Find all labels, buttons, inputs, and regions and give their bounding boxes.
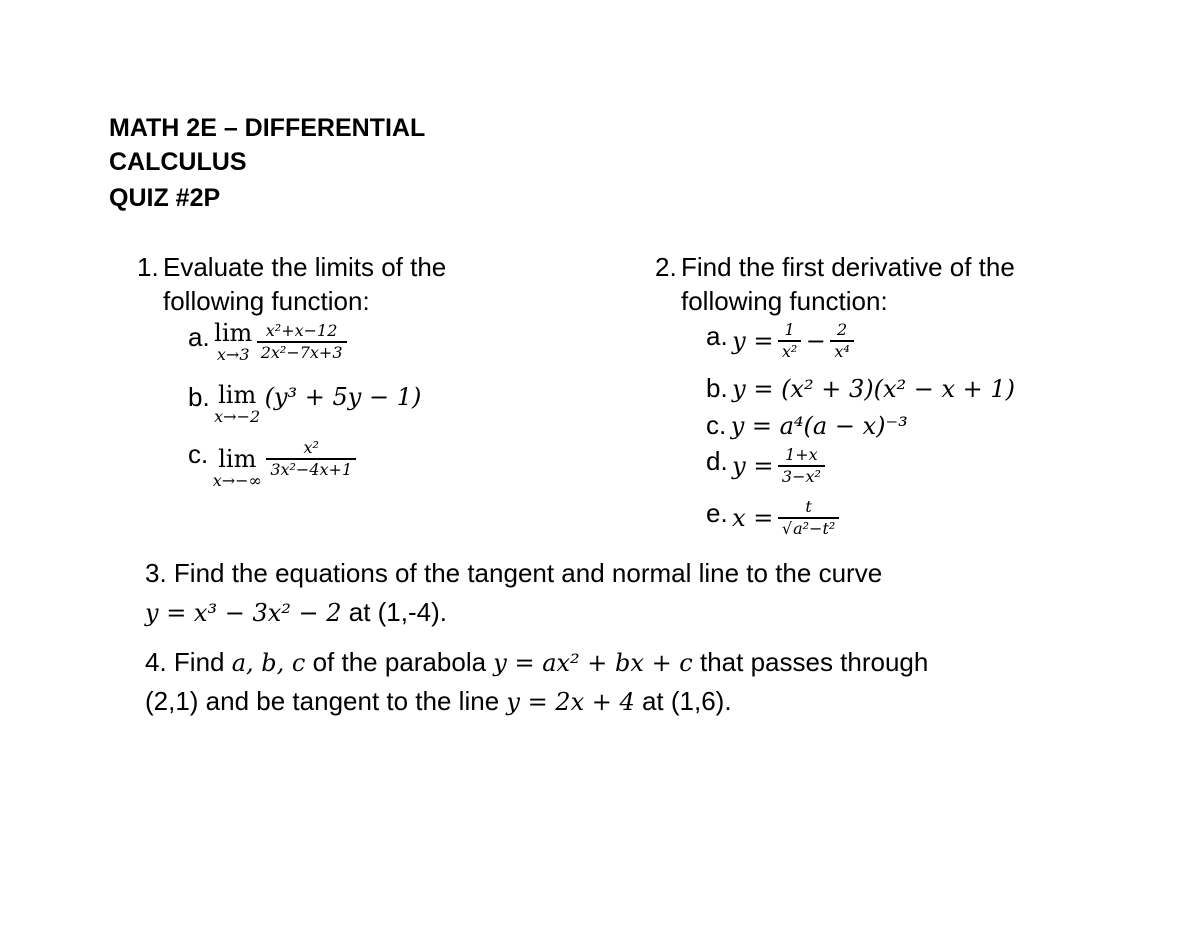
q1b-expression: (y³ + 5y − 1) xyxy=(264,383,422,411)
q1-line2: following function: xyxy=(163,286,370,316)
q1a-fraction: $\frac{\text{x²+x−12}}{\text{2x²−7x+3}}$ xyxy=(257,321,347,363)
q2c-label: c. xyxy=(706,410,727,440)
q2a-minus: − xyxy=(805,327,826,355)
course-title-line2: CALCULUS xyxy=(109,148,247,176)
q1-number: 1. xyxy=(137,252,159,282)
q1c-fraction: $\frac{\text{x²}}{\text{3x²−4x+1}}$ xyxy=(266,438,356,480)
q2-line2: following function: xyxy=(681,286,888,316)
q2-number: 2. xyxy=(655,252,677,282)
sqrt-icon: √ xyxy=(781,519,793,538)
q4-line2: (2,1) and be tangent to the line y = 2x + 4 at (1,6). xyxy=(145,686,732,716)
q1b-label: b. xyxy=(188,382,210,412)
q2b-label: b. xyxy=(706,373,728,403)
q4-parabola: y = ax² + bx + c xyxy=(493,649,693,677)
q4-line1: 4. Find a, b, c of the parabola y = ax² + bx + c that passes through xyxy=(145,647,929,677)
q3-line2 xyxy=(145,595,447,630)
q1b-lim: lim x→−2 xyxy=(214,381,261,426)
q2a-fraction1: $\frac{1}{\text{x²}}$ xyxy=(778,320,801,362)
q2e-lhs: x = xyxy=(732,504,774,532)
q2e-label: e. xyxy=(706,498,728,529)
q2a-label: a. xyxy=(706,321,728,352)
q1a xyxy=(188,320,347,364)
q1a-label: a. xyxy=(188,322,210,353)
q4-variables: a, b, c xyxy=(231,649,306,677)
q2a-fraction2: $\frac{2}{\text{x⁴}}$ xyxy=(830,320,853,362)
q3-line1: 3. Find the equations of the tangent and normal line to the curve xyxy=(145,558,883,588)
q2e xyxy=(706,497,839,539)
q2b xyxy=(706,373,1015,404)
q2d-lhs: y = xyxy=(732,452,774,480)
q2b-expression: y = (x² + 3)(x² − x + 1) xyxy=(732,375,1016,403)
q2-line1: Find the first derivative of the xyxy=(681,252,1015,282)
q4-line-equation: y = 2x + 4 xyxy=(506,688,635,716)
q1c xyxy=(188,428,356,490)
q1b xyxy=(188,382,421,426)
q2d-fraction: $\frac{1+x}{\text{3−x²}}$ xyxy=(778,445,825,487)
q2a xyxy=(706,320,854,362)
q2c xyxy=(706,410,908,441)
q2c-expression: y = a⁴(a − x)⁻³ xyxy=(730,412,908,440)
q2e-fraction: $\frac{t}{\text{√a²−t²}}$ xyxy=(778,497,839,539)
q3-point: at (1,-4). xyxy=(341,597,447,627)
q2a-lhs: y = xyxy=(732,327,774,355)
course-title-line1: MATH 2E – DIFFERENTIAL xyxy=(109,114,426,142)
q1-line1: Evaluate the limits of the xyxy=(163,252,447,282)
q3-equation: y = x³ − 3x² − 2 xyxy=(145,599,342,627)
q2d xyxy=(706,445,825,487)
q2d-label: d. xyxy=(706,446,728,477)
q1c-label: c. xyxy=(188,439,209,470)
q1c-lim: lim x→−∞ xyxy=(212,445,262,490)
q1a-lim: lim x→3 xyxy=(214,319,253,364)
quiz-title: QUIZ #2P xyxy=(109,184,221,212)
